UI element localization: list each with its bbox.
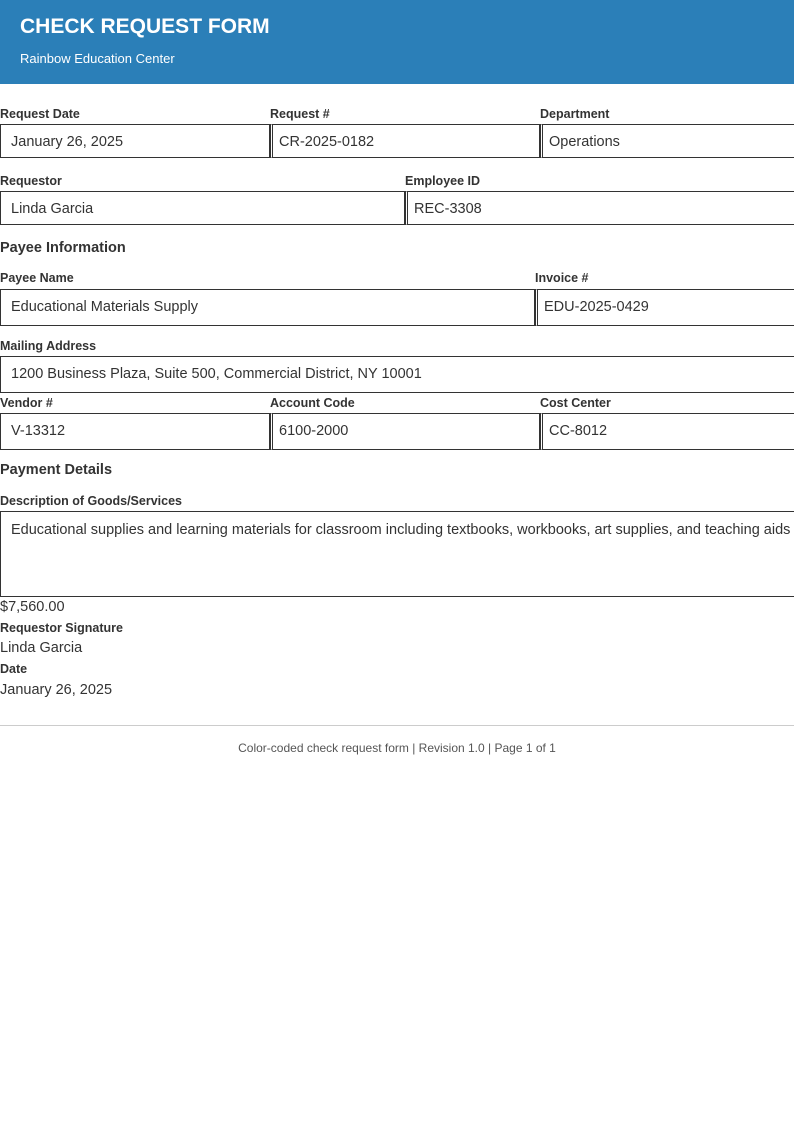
signature-value: Linda Garcia [0,640,83,656]
mailing-address-value: 1200 Business Plaza, Suite 500, Commercial District, NY 10001 [11,366,422,382]
request-date-field[interactable] [0,124,270,158]
description-value: Educational supplies and learning materials for classroom including textbooks, workbooks, art supplies, and teaching aids [11,522,791,538]
form-title: CHECK REQUEST FORM [20,15,270,38]
mailing-address-field[interactable] [0,356,794,393]
description-field[interactable] [0,511,794,597]
account-code-label: Account Code [270,396,355,410]
employee-id-label: Employee ID [405,174,481,188]
amount-value: $7,560.00 [0,599,65,615]
invoice-value: EDU-2025-0429 [544,299,649,315]
department-field[interactable] [540,124,794,158]
cost-center-value: CC-8012 [549,423,608,439]
payment-section-title: Payment Details [0,462,113,478]
footer-divider [0,725,794,726]
department-value: Operations [549,134,620,150]
request-date-label: Request Date [0,107,80,121]
request-number-field[interactable] [270,124,540,158]
account-code-field[interactable] [270,413,540,450]
vendor-value: V-13312 [11,423,66,439]
requestor-field[interactable] [0,191,405,225]
organization-name: Rainbow Education Center [20,51,175,66]
mailing-address-label: Mailing Address [0,339,97,353]
request-date-value: January 26, 2025 [11,134,124,150]
signature-date-label: Date [0,662,28,676]
signature-label: Requestor Signature [0,621,123,635]
signature-date-value: January 26, 2025 [0,682,113,698]
description-label: Description of Goods/Services [0,494,182,508]
request-number-value: CR-2025-0182 [279,134,375,150]
account-code-value: 6100-2000 [279,423,349,439]
form-header [0,0,794,84]
vendor-label: Vendor # [0,396,53,410]
payee-name-value: Educational Materials Supply [11,299,198,315]
payee-name-label: Payee Name [0,271,74,285]
vendor-field[interactable] [0,413,270,450]
employee-id-value: REC-3308 [414,201,482,217]
payee-name-field[interactable] [0,289,535,326]
payee-section-title: Payee Information [0,240,126,256]
footer-text: Color-coded check request form | Revision 1.0 | Page 1 of 1 [238,741,556,755]
department-label: Department [540,107,610,121]
invoice-label: Invoice # [535,271,589,285]
invoice-field[interactable] [535,289,794,326]
request-number-label: Request # [270,107,330,121]
employee-id-field[interactable] [405,191,794,225]
cost-center-label: Cost Center [540,396,611,410]
requestor-value: Linda Garcia [11,201,94,217]
requestor-label: Requestor [0,174,62,188]
cost-center-field[interactable] [540,413,794,450]
